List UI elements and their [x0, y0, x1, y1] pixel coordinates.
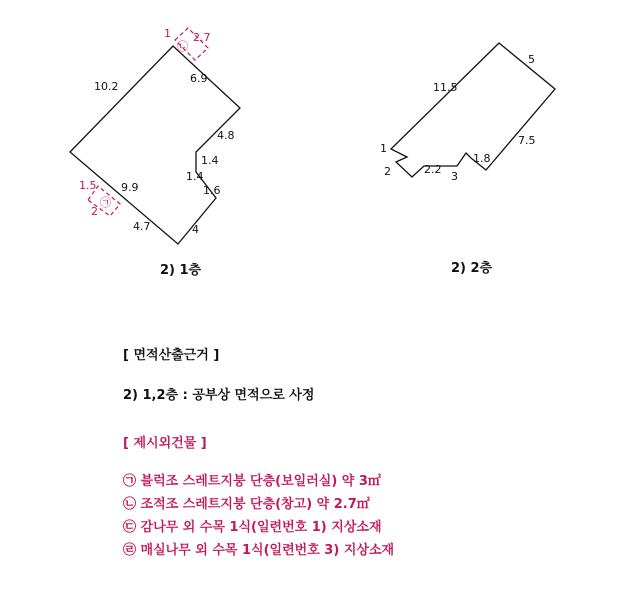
floor1-dim-right: 4.8 [217, 129, 235, 142]
floor1-caption: 2) 1층 [160, 263, 202, 278]
basis-line: 2) 1,2층 : 공부상 면적으로 사정 [123, 388, 315, 403]
floor1-dim-bottom-right: 4 [192, 223, 199, 236]
floor2-dim-step-bottom: 3 [451, 170, 458, 183]
annex-b-marker: ㉡ [177, 40, 188, 53]
floor1-dim-left-lower: 9.9 [121, 181, 139, 194]
floor2-dim-top-right: 5 [528, 53, 535, 66]
excluded-item-4: ㉣ 매실나무 외 수목 1식(일련번호 3) 지상소재 [123, 543, 395, 558]
floor2-caption: 2) 2층 [451, 261, 493, 276]
basis-heading: [ 면적산출근거 ] [123, 348, 220, 363]
floor2-dim-right: 7.5 [518, 134, 536, 147]
excluded-item-2: ㉡ 조적조 스레트지붕 단층(창고) 약 2.7㎡ [123, 497, 370, 512]
floor1-dim-step-c: 1.6 [203, 184, 221, 197]
floor1-dim-top-right: 6.9 [190, 72, 208, 85]
floor1-dim-step-b: 1.4 [186, 170, 204, 183]
annex-a-dim-h: 2 [91, 205, 98, 218]
floor1-dim-bottom-left: 4.7 [133, 220, 151, 233]
annex-a-dim-w: 1.5 [79, 179, 97, 192]
excluded-heading: [ 제시외건물 ] [123, 436, 207, 451]
floor1-dim-step-a: 1.4 [201, 154, 219, 167]
floor2-dim-step-right: 1.8 [473, 152, 491, 165]
floor2-dim-top: 11.5 [433, 81, 458, 94]
floor2-dim-left-bottom: 2 [384, 165, 391, 178]
annex-b-dim-w: 1 [164, 27, 171, 40]
floor2-dim-step-middle: 2.2 [424, 163, 442, 176]
excluded-item-1: ㉠ 블럭조 스레트지붕 단층(보일러실) 약 3㎡ [123, 474, 381, 489]
floor1-dim-top-left: 10.2 [94, 80, 119, 93]
floor2-dim-left-top: 1 [380, 142, 387, 155]
annex-a-marker: ㉠ [100, 196, 111, 209]
excluded-item-3: ㉢ 감나무 외 수목 1식(일련번호 1) 지상소재 [123, 520, 382, 535]
annex-b-dim-h: 2.7 [193, 31, 211, 44]
